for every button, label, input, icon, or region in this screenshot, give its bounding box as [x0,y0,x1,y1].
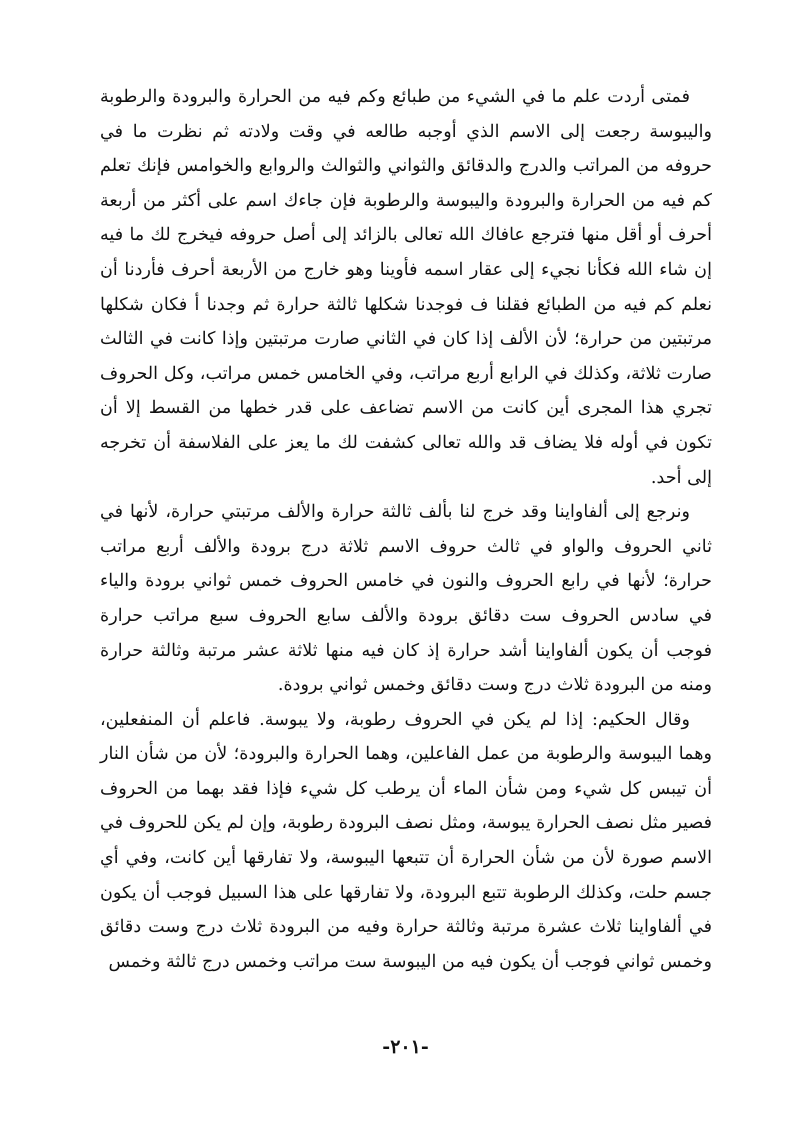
paragraph-3: وقال الحكيم: إذا لم يكن في الحروف رطوبة، ولا يبوسة. فاعلم أن المنفعلين، وهما اليبوسة والرطوبة من عمل الفاعلين، وهما الحرارة والبرودة؛ لأن من شأن النار أن تيبس كل شيء ومن شأن الماء أن يرطب كل شيء فإذا فقد بهما من الحروف فصير مثل نصف الحرارة يبوسة، ومثل نصف البرودة رطوبة، وإن لم يكن للحروف في الاسم صورة لأن من شأن الحرارة أن تتبعها اليبوسة، ولا تفارقها أين كانت، وفي أي جسم حلت، وكذلك الرطوبة تتبع البرودة، ولا تفارقها على هذا السبيل فوجب أن يكون في ألفاواينا ثلاث عشرة مرتبة وثالثة حرارة وفيه من البرودة ثلاث درج وست دقائق وخمس ثواني فوجب أن يكون فيه من اليبوسة ست مراتب وخمس درج ثالثة وخمس [100,709,712,972]
page-number: -٢٠١- [382,1036,429,1058]
paragraph-2: ونرجع إلى ألفاواينا وقد خرج لنا بألف ثالثة حرارة والألف مرتبتي حرارة، لأنها في ثاني الحروف والواو في ثالث حروف الاسم ثلاثة درج برودة والألف أربع مراتب حرارة؛ لأنها في رابع الحروف والنون في خامس الحروف خمس ثواني برودة والياء في سادس الحروف ست دقائق برودة والألف سابع الحروف سبع مراتب حرارة فوجب أن يكون ألفاواينا أشد حرارة إذ كان فيه منها ثلاثة عشر مرتبة وثالثة حرارة ومنه من البرودة ثلاث درج وست دقائق وخمس ثواني برودة. [100,502,712,696]
paragraph-1: فمتى أردت علم ما في الشيء من طبائع وكم فيه من الحرارة والبرودة والرطوبة واليبوسة رجعت إلى الاسم الذي أوجبه طالعه في وقت ولادته ثم نظرت ما في حروفه من المراتب والدرج والدقائق والثواني والثوالث والروابع والخوامس فإنك تعلم كم فيه من الحرارة والبرودة واليبوسة والرطوبة فإن جاءك اسم على أكثر من أربعة أحرف أو أقل منها فترجع عافاك الله تعالى بالزائد إلى أصل حروفه فيخرج لك ما فيه إن شاء الله فكأنا نجيء إلى عقار اسمه فأوينا وهو خارج من الأربعة أحرف فأردنا أن نعلم كم فيه من الطبائع فقلنا ف فوجدنا شكلها ثالثة حرارة ثم وجدنا أ فكان شكلها مرتبتين من حرارة؛ لأن الألف إذا كان في الثاني صارت مرتبتين وإذا كانت في الثالث صارت ثلاثة، وكذلك في الرابع أربع مراتب، وفي الخامس خمس مراتب، وكل الحروف تجري هذا المجرى أين كانت من الاسم تضاعف على قدر خطها من القسط إلا أن تكون في أوله فلا يضاف قد والله تعالى كشفت لك ما يعز على الفلاسفة أن تخرجه إلى أحد. [100,87,712,488]
body-text [100,80,712,979]
